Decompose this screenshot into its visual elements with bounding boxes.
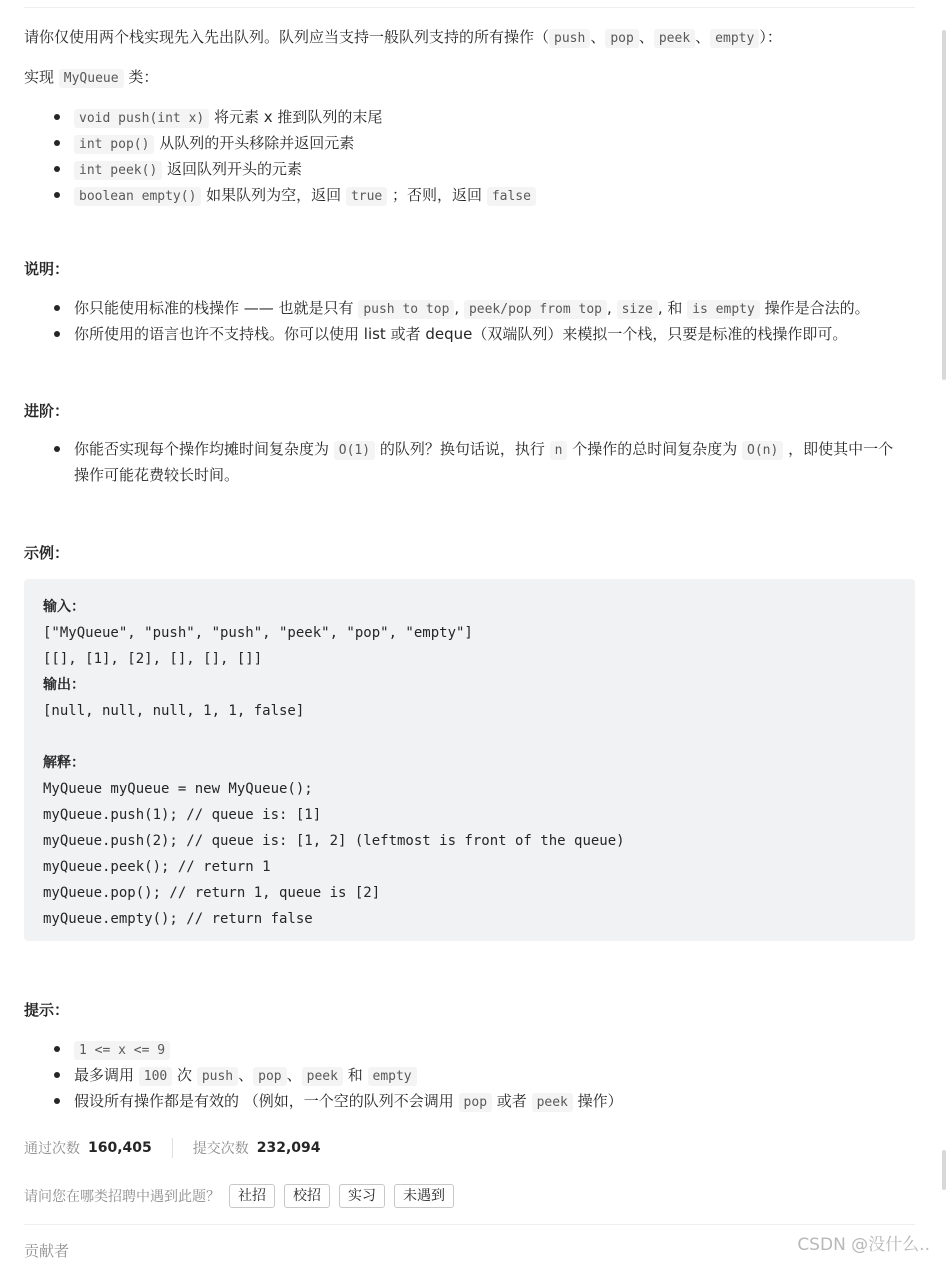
list-item [24, 183, 536, 209]
hint-text: 假设所有操作都是有效的 （例如，一个空的队列不会调用 [74, 1092, 459, 1110]
hint-text: 或者 [492, 1092, 532, 1110]
code-inline: pop [253, 1067, 286, 1086]
method-signature: void push(int x) [74, 109, 209, 128]
code-false: false [487, 187, 536, 206]
code-pop: pop [605, 29, 638, 48]
note-text: 操作是合法的。 [759, 299, 870, 317]
list-item [24, 296, 870, 322]
code-true: true [346, 187, 387, 206]
code-inline: n [550, 441, 568, 460]
sep: 、 [590, 28, 606, 46]
code-inline: peek/pop from top [464, 300, 607, 319]
recruit-survey [24, 1184, 454, 1208]
note-text: , [454, 299, 464, 317]
hint-text: 、 [238, 1066, 254, 1084]
scrollbar-lower[interactable] [942, 1150, 946, 1190]
contributors-toggle[interactable]: 贡献者 [24, 1242, 70, 1260]
explain-line: myQueue.pop(); // return 1, queue is [2] [43, 885, 381, 901]
stats-divider [172, 1138, 173, 1158]
watermark: CSDN @没什么.. [797, 1235, 930, 1255]
code-inline: peek [532, 1093, 573, 1112]
explain-line: myQueue.push(1); // queue is: [1] [43, 807, 322, 823]
list-item [24, 131, 536, 157]
code-inline: is empty [687, 300, 760, 319]
method-description: 将元素 x 推到队列的末尾 [209, 108, 383, 126]
explain-line: myQueue.push(2); // queue is: [1, 2] (leftmost is front of the queue) [43, 833, 625, 849]
code-inline: O(1) [334, 441, 375, 460]
notes-heading: 说明： [24, 260, 70, 278]
code-class: MyQueue [59, 69, 124, 88]
scrollbar[interactable] [942, 30, 946, 380]
note-text: 你只能使用标准的栈操作 —— 也就是只有 [74, 299, 359, 317]
accepted-label: 通过次数 [24, 1141, 80, 1157]
code-inline: O(n) [742, 441, 783, 460]
notes-list [24, 296, 870, 346]
example-heading: 示例： [24, 544, 70, 562]
method-list [24, 105, 536, 209]
list-item [24, 322, 870, 346]
advanced-text: 你能否实现每个操作均摊时间复杂度为 [74, 440, 334, 458]
sep: 、 [638, 28, 654, 46]
hint-text: 次 [172, 1066, 197, 1084]
hint-text: 最多调用 [74, 1066, 139, 1084]
recruit-question: 请问您在哪类招聘中遇到此题？ [24, 1189, 220, 1205]
code-inline: push [197, 1067, 238, 1086]
input-line: [[], [1], [2], [], [], []] [43, 651, 263, 667]
code-inline: pop [459, 1093, 492, 1112]
hint-text: 、 [286, 1066, 302, 1084]
hints-list [24, 1037, 623, 1115]
input-label: 输入： [43, 599, 85, 615]
output-label: 输出： [43, 677, 85, 693]
tag-not-encountered-button[interactable]: 未遇到 [394, 1184, 454, 1208]
code-inline: push to top [358, 300, 454, 319]
code-empty: empty [710, 29, 759, 48]
list-item [24, 157, 536, 183]
explain-line: myQueue.empty(); // return false [43, 911, 313, 927]
list-item [24, 1063, 623, 1089]
note-text: , 和 [657, 299, 688, 317]
method-description: 返回队列开头的元素 [162, 160, 303, 178]
impl-suffix: 类： [123, 68, 159, 86]
list-item [24, 437, 904, 487]
intro-end: ）： [759, 28, 782, 46]
intro-text: 请你仅使用两个栈实现先入先出队列。队列应当支持一般队列支持的所有操作（ [24, 28, 550, 46]
code-inline: size [617, 300, 658, 319]
impl-paragraph [24, 65, 158, 91]
method-description: 从队列的开头移除并返回元素 [154, 134, 355, 152]
advanced-text: 的队列？换句话说，执行 [375, 440, 550, 458]
explain-line: MyQueue myQueue = new MyQueue(); [43, 781, 313, 797]
code-inline: 1 <= x <= 9 [74, 1041, 170, 1060]
method-description: 如果队列为空，返回 [201, 186, 346, 204]
tag-internship-button[interactable]: 实习 [339, 1184, 385, 1208]
method-signature: int pop() [74, 135, 154, 154]
list-item [24, 105, 536, 131]
output-line: [null, null, null, 1, 1, false] [43, 703, 305, 719]
code-inline: 100 [139, 1067, 172, 1086]
input-line: ["MyQueue", "push", "push", "peek", "pop", "empty"] [43, 625, 473, 641]
example-code-block [24, 579, 915, 941]
advanced-text: ，即使其中一个操作可能花费较长时间。 [74, 440, 894, 484]
note-text: , [607, 299, 617, 317]
intro-paragraph [24, 25, 782, 51]
section-divider [24, 1224, 915, 1225]
submitted-label: 提交次数 [192, 1141, 249, 1157]
submission-stats [24, 1138, 321, 1158]
explain-line: myQueue.peek(); // return 1 [43, 859, 271, 875]
advanced-heading: 进阶： [24, 402, 70, 420]
code-inline: empty [368, 1067, 417, 1086]
accepted-count: 160,405 [88, 1140, 152, 1156]
advanced-list [24, 437, 904, 487]
explain-label: 解释： [43, 755, 85, 771]
hint-text: 和 [342, 1066, 368, 1084]
list-item [24, 1089, 623, 1115]
sep: 、 [695, 28, 711, 46]
method-signature: int peek() [74, 161, 162, 180]
hints-heading: 提示： [24, 1001, 70, 1019]
submitted-count: 232,094 [256, 1140, 321, 1156]
code-peek: peek [654, 29, 695, 48]
hint-text: 操作） [572, 1092, 623, 1110]
impl-prefix: 实现 [24, 68, 59, 86]
method-description: ；否则，返回 [387, 186, 487, 204]
advanced-text: 个操作的总时间复杂度为 [567, 440, 743, 458]
note-text: 你所使用的语言也许不支持栈。你可以使用 list 或者 deque（双端队列）来模拟一个栈，只要是标准的栈操作即可。 [74, 325, 848, 343]
tag-social-recruit-button[interactable]: 社招 [229, 1184, 275, 1208]
code-inline: peek [302, 1067, 343, 1086]
top-divider [24, 7, 915, 8]
list-item [24, 1037, 623, 1063]
tag-campus-recruit-button[interactable]: 校招 [284, 1184, 330, 1208]
method-signature: boolean empty() [74, 187, 201, 206]
code-push: push [549, 29, 590, 48]
